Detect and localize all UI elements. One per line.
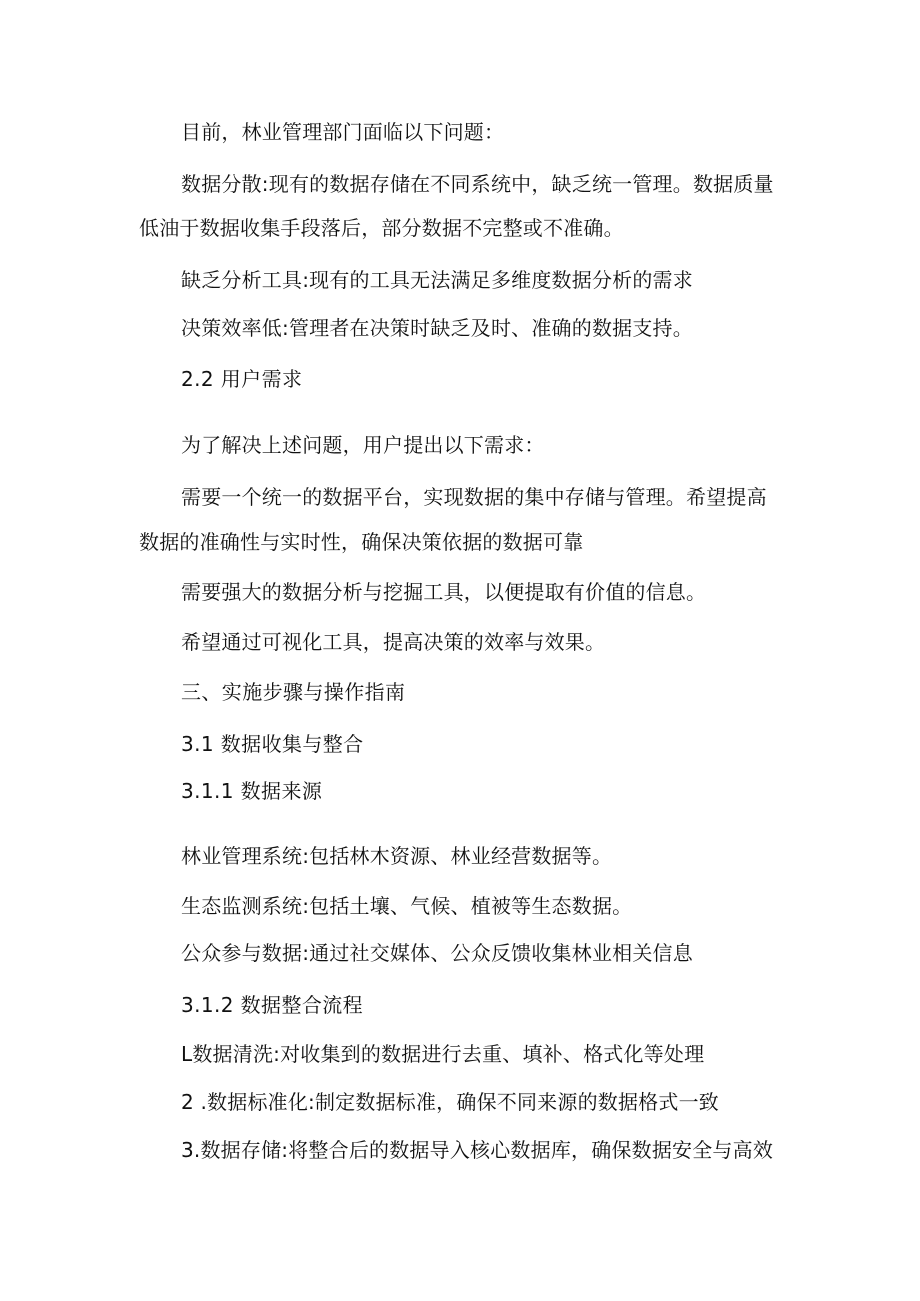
paragraph-requirements-intro: 为了解决上述问题，用户提出以下需求：: [181, 433, 545, 457]
paragraph-lack-tools: 缺乏分析工具:现有的工具无法满足多维度数据分析的需求: [181, 268, 693, 292]
heading-2-2: 2.2 用户需求: [181, 367, 303, 391]
heading-3-1-1: 3.1.1 数据来源: [181, 779, 323, 803]
paragraph-forestry-system: 林业管理系统:包括林木资源、林业经营数据等。: [181, 844, 613, 868]
heading-3-1: 3.1 数据收集与整合: [181, 732, 364, 756]
list-item-data-cleaning: L数据清洗:对收集到的数据进行去重、填补、格式化等处理: [181, 1042, 705, 1066]
list-item-data-storage: 3.数据存储:将整合后的数据导入核心数据库，确保数据安全与高效: [181, 1138, 774, 1162]
paragraph-unified-platform-cont: 数据的准确性与实时性，确保决策依据的数据可靠: [139, 530, 584, 554]
heading-3: 三、实施步骤与操作指南: [181, 680, 406, 704]
paragraph-unified-platform: 需要一个统一的数据平台，实现数据的集中存储与管理。希望提高: [181, 485, 767, 509]
paragraph-low-efficiency: 决策效率低:管理者在决策时缺乏及时、准确的数据支持。: [181, 316, 693, 340]
paragraph-visualization: 希望通过可视化工具，提高决策的效率与效果。: [181, 630, 606, 654]
paragraph-problems-intro: 目前，林业管理部门面临以下问题：: [181, 120, 505, 144]
list-item-data-standardization: 2 .数据标准化:制定数据标准，确保不同来源的数据格式一致: [181, 1090, 719, 1114]
paragraph-public-data: 公众参与数据:通过社交媒体、公众反馈收集林业相关信息: [181, 941, 693, 965]
paragraph-data-scattered-cont: 低油于数据收集手段落后，部分数据不完整或不准确。: [139, 216, 624, 240]
paragraph-analysis-tools: 需要强大的数据分析与挖掘工具，以便提取有价值的信息。: [181, 580, 707, 604]
paragraph-eco-monitoring: 生态监测系统:包括土壤、气候、植被等生态数据。: [181, 894, 633, 918]
heading-3-1-2: 3.1.2 数据整合流程: [181, 993, 364, 1017]
paragraph-data-scattered: 数据分散:现有的数据存储在不同系统中，缺乏统一管理。数据质量: [181, 172, 774, 196]
